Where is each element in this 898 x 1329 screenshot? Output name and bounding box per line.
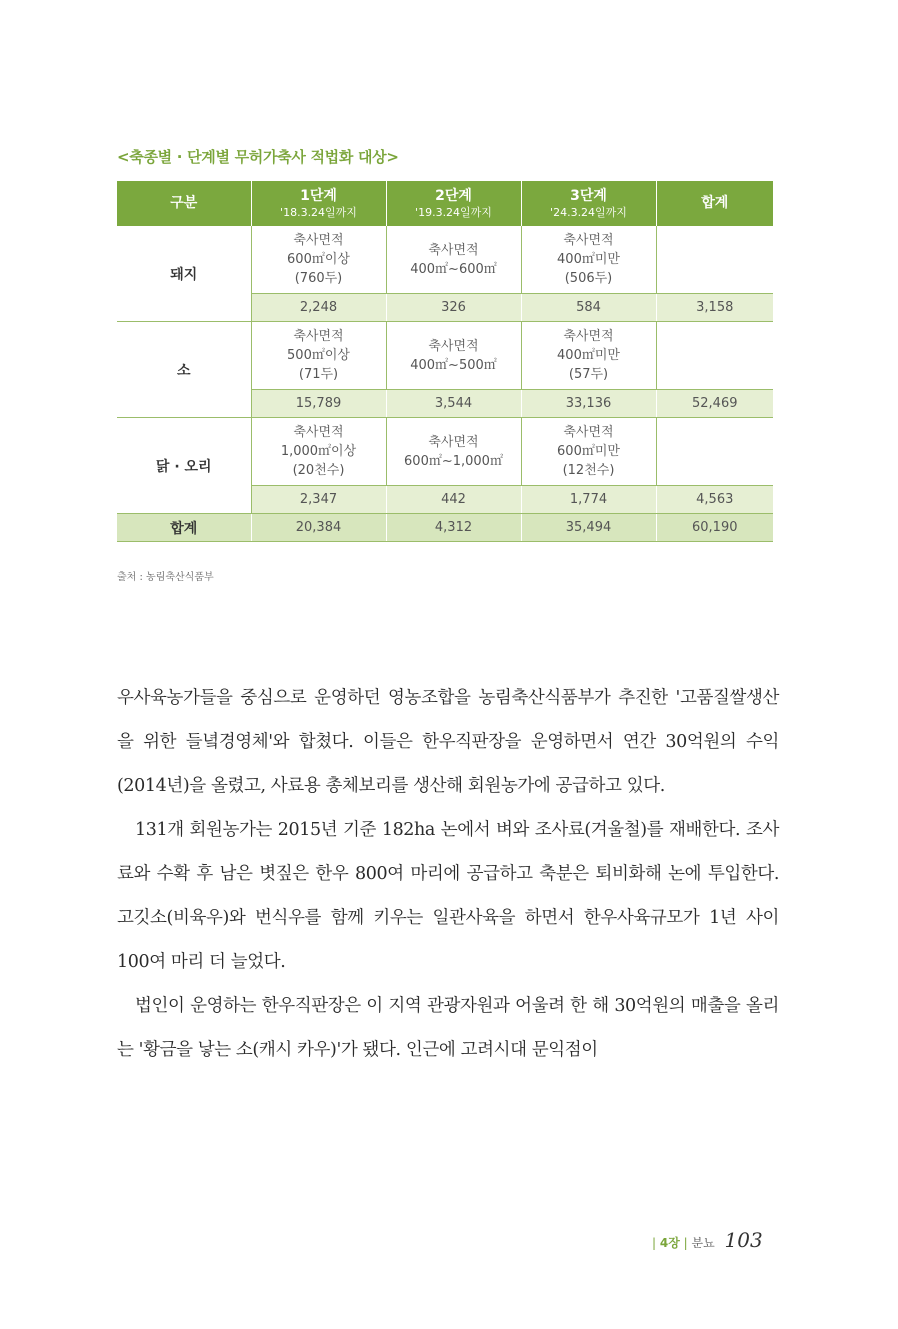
table-cell: 축사면적 500㎡이상 (71두): [251, 322, 386, 390]
header-stage2: 2단계 '19.3.24일까지: [386, 181, 521, 226]
header-stage1: 1단계 '18.3.24일까지: [251, 181, 386, 226]
table-cell: 축사면적 400㎡미만 (506두): [521, 226, 656, 294]
table-header-row: [117, 181, 773, 226]
table-cell: [656, 418, 773, 486]
table-caption: <축종별 · 단계별 무허가축사 적법화 대상>: [117, 148, 399, 166]
table-cell: 축사면적 1,000㎡이상 (20천수): [251, 418, 386, 486]
table-cell: 326: [386, 294, 521, 322]
table-total-row: [117, 514, 773, 542]
table-cell: 축사면적 400㎡미만 (57두): [521, 322, 656, 390]
table-cell: 축사면적 600㎡~1,000㎡: [386, 418, 521, 486]
footer-chapter: 4장: [659, 1236, 680, 1250]
row-category: 돼지: [117, 226, 251, 322]
table-cell: 584: [521, 294, 656, 322]
table-cell: [656, 226, 773, 294]
table-cell: 1,774: [521, 486, 656, 514]
header-stage3: 3단계 '24.3.24일까지: [521, 181, 656, 226]
table-row: [117, 226, 773, 294]
table-cell: 2,248: [251, 294, 386, 322]
row-category: 닭 · 오리: [117, 418, 251, 514]
table-cell: 20,384: [251, 514, 386, 542]
page-footer: [652, 1228, 763, 1252]
paragraph: 131개 회원농가는 2015년 기준 182ha 논에서 벼와 조사료(겨울철)를 재배한다. 조사료와 수확 후 남은 볏짚은 한우 800여 마리에 공급하고 축분은 퇴비화해 논에 투입한다. 고깃소(비육우)와 번식우를 함께 키우는 일관사육을 하면서 한우사육규모가 1년 사이 100여 마리 더 늘었다.: [117, 820, 779, 972]
table-cell: 2,347: [251, 486, 386, 514]
table-cell: 축사면적 400㎡~500㎡: [386, 322, 521, 390]
footer-section: 분뇨: [691, 1236, 715, 1250]
table-cell: 52,469: [656, 390, 773, 418]
table-cell: 3,544: [386, 390, 521, 418]
page-number: 103: [724, 1228, 763, 1252]
table-cell: 축사면적 600㎡이상 (760두): [251, 226, 386, 294]
source-note: 출처 : 농림축산식품부: [117, 572, 214, 583]
paragraph: 법인이 운영하는 한우직판장은 이 지역 관광자원과 어울려 한 해 30억원의 매출을 올리는 '황금을 낳는 소(캐시 카우)'가 됐다. 인근에 고려시대 문익점이: [117, 996, 779, 1060]
table-cell: 35,494: [521, 514, 656, 542]
header-total: 합계: [656, 181, 773, 226]
footer-divider: |: [683, 1236, 688, 1250]
table-row: [117, 418, 773, 486]
table-cell: 60,190: [656, 514, 773, 542]
table-cell: 4,563: [656, 486, 773, 514]
table-cell: 4,312: [386, 514, 521, 542]
total-label: 합계: [117, 514, 251, 542]
body-text: [117, 676, 779, 1072]
paragraph: 우사육농가들을 중심으로 운영하던 영농조합을 농림축산식품부가 추진한 '고품질쌀생산을 위한 들녘경영체'와 합쳤다. 이들은 한우직판장을 운영하면서 연간 30억원의 수익(2014년)을 올렸고, 사료용 총체보리를 생산해 회원농가에 공급하고 있다.: [117, 688, 779, 796]
table-cell: 축사면적 600㎡미만 (12천수): [521, 418, 656, 486]
table-cell: 15,789: [251, 390, 386, 418]
header-category: 구분: [117, 181, 251, 226]
table-cell: 3,158: [656, 294, 773, 322]
table-cell: 442: [386, 486, 521, 514]
livestock-table: [117, 181, 773, 542]
footer-divider: |: [652, 1236, 657, 1250]
table-row: [117, 322, 773, 390]
row-category: 소: [117, 322, 251, 418]
table-cell: 축사면적 400㎡~600㎡: [386, 226, 521, 294]
table-cell: [656, 322, 773, 390]
table-cell: 33,136: [521, 390, 656, 418]
